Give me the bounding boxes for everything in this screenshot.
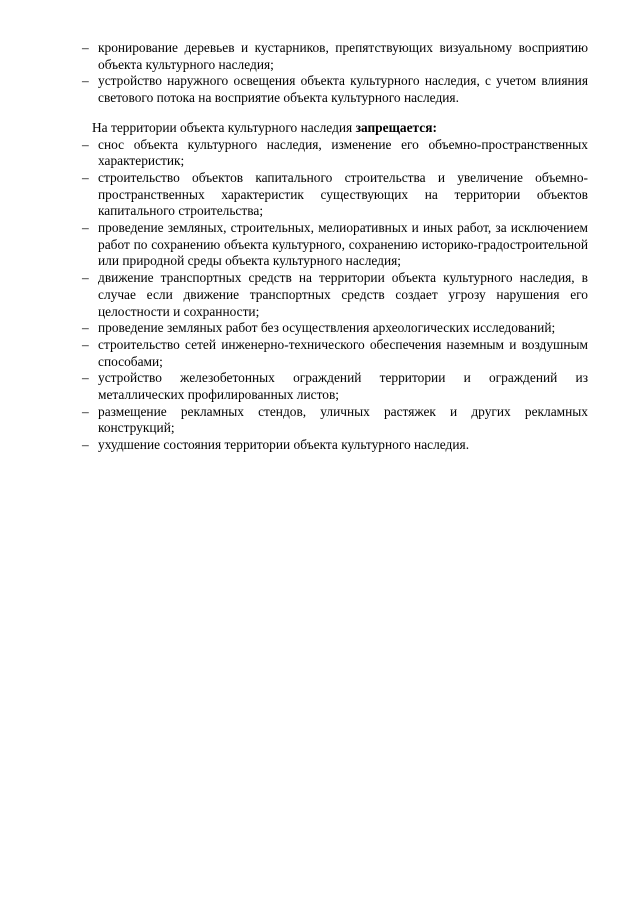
list-item <box>82 404 588 437</box>
dash-bullet: – <box>82 370 89 386</box>
list-item <box>82 370 588 403</box>
dash-bullet: – <box>82 40 89 55</box>
list-item <box>82 137 588 170</box>
dash-bullet: – <box>82 336 89 352</box>
document-body <box>82 40 588 454</box>
list-item <box>82 73 588 106</box>
list-item-text: движение транспортных средств на территории объекта культурного наследия, в случае если движение транспортных средств создает угрозу нарушения его целостности и сохранности; <box>98 270 588 319</box>
dash-bullet: – <box>82 270 89 286</box>
paragraph-emphasis-text: запрещается: <box>355 119 437 135</box>
list-item-text: устройство наружного освещения объекта культурного наследия, с учетом влияния светового потока на восприятие объекта культурного наследия. <box>98 73 588 106</box>
list-item-text: устройство железобетонных ограждений территории и ограждений из металлических профилированных листов; <box>98 370 588 403</box>
prohibited-works-list <box>82 137 588 454</box>
list-item <box>82 437 588 454</box>
list-item-text: проведение земляных, строительных, мелиоративных и иных работ, за исключением работ по сохранению объекта культурного, сохранению историко-градостроительной или природной среды объекта культурного наследия; <box>98 220 588 269</box>
list-item-text: ухудшение состояния территории объекта культурного наследия. <box>98 437 470 453</box>
dash-bullet: – <box>82 320 89 336</box>
list-item <box>82 220 588 270</box>
dash-bullet: – <box>82 73 89 89</box>
list-item-text: проведение земляных работ без осуществления археологических исследований; <box>98 320 556 336</box>
list-item-text: строительство объектов капитального строительства и увеличение объемно-пространственных характеристик существующих на территории объектов капитального строительства; <box>98 169 588 219</box>
list-item <box>82 170 588 220</box>
list-item <box>82 320 588 337</box>
permitted-works-list <box>82 40 588 107</box>
prohibition-intro-paragraph <box>82 120 588 137</box>
list-item <box>82 337 588 370</box>
dash-bullet: – <box>82 136 89 152</box>
list-item-text: снос объекта культурного наследия, изменение его объемно-пространственных характеристик; <box>98 136 588 169</box>
paragraph-lead-text: На территории объекта культурного наследия <box>92 119 356 135</box>
list-item-text: размещение рекламных стендов, уличных растяжек и других рекламных конструкций; <box>98 403 588 436</box>
list-item <box>82 270 588 320</box>
dash-bullet: – <box>82 169 89 185</box>
list-item-text: кронирование деревьев и кустарников, препятствующих визуальному восприятию объекта культурного наследия; <box>98 40 588 72</box>
dash-bullet: – <box>82 403 89 419</box>
dash-bullet: – <box>82 220 89 236</box>
list-item <box>82 40 588 73</box>
list-item-text: строительство сетей инженерно-технического обеспечения наземным и воздушным способами; <box>98 336 588 369</box>
dash-bullet: – <box>82 437 89 453</box>
